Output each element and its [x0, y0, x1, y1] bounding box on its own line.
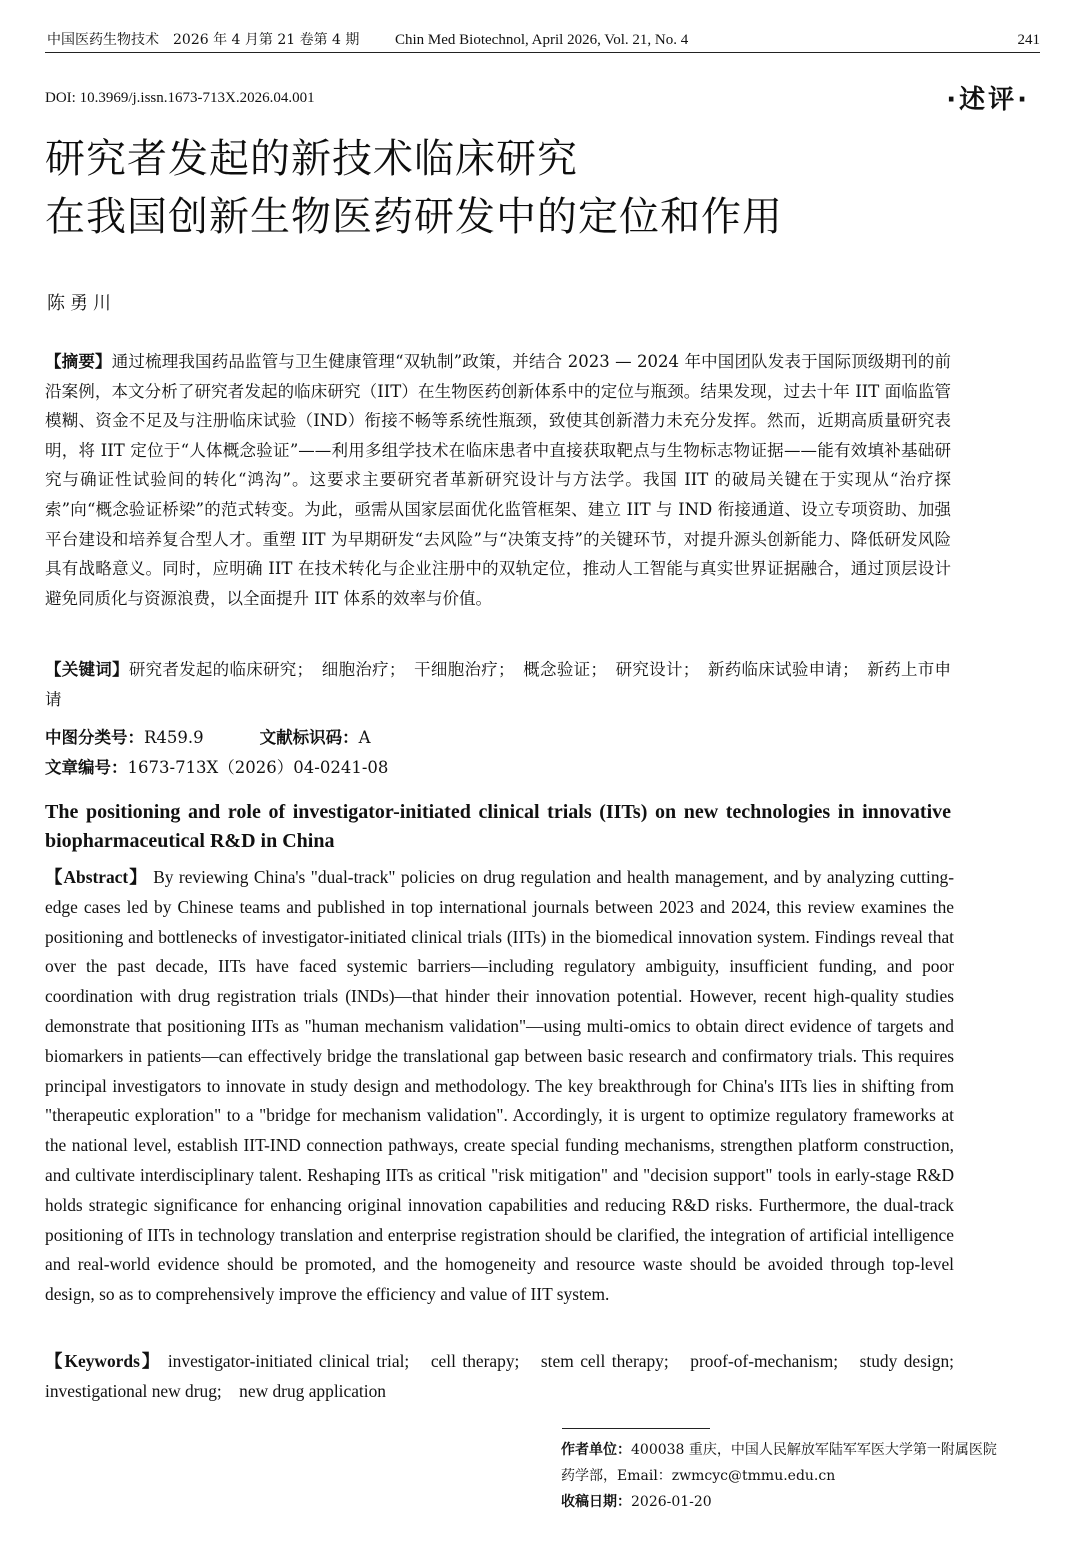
- author-name: 陈勇川: [47, 293, 116, 314]
- abstract-en-text: By reviewing China's "dual-track" policies on drug regulation and health management, and by analyzing cutting-edge cases led by Chinese teams and published in top international journals between 2023 and 2024, this review examines the positioning and bottlenecks of investigator-initiated clinical trials (IITs) in the biomedical innovation system. Findings reveal that over the past decade, IITs have faced systemic barriers—including regulatory ambiguity, insufficient funding, and poor coordination with drug registration trials (INDs)—that hinder their innovation potential. However, recent high-quality studies demonstrate that positioning IITs as "human mechanism validation"—using multi-omics to obtain direct evidence of targets and biomarkers in patients—can effectively bridge the translational gap between basic research and confirmatory trials. This requires principal investigators to innovate in study design and methodology. The key breakthrough for China's IITs lies in shifting from "therapeutic exploration" to a "bridge for mechanism validation". Accordingly, it is urgent to optimize regulatory frameworks at the national level, establish IIT-IND connection pathways, create special funding mechanisms, strengthen platform construction, and cultivate interdisciplinary talent. Reshaping IITs as critical "risk mitigation" and "decision support" tools in early-stage R&D holds strategic significance for enhancing original innovation capabilities and reducing R&D risks. Furthermore, the dual-track positioning of IITs in technology translation and enterprise registration should be clarified, the integration of artificial intelligence and real-world evidence should be promoted, and the homogeneity and resource waste should be avoided through top-level design, so as to comprehensively improve the efficiency and value of IIT system.: [45, 867, 954, 1305]
- affiliation-label: 作者单位：: [561, 1442, 631, 1458]
- header-rule: [45, 52, 1040, 53]
- footnote-rule: [562, 1428, 710, 1429]
- abstract-zh-text: 通过梳理我国药品监管与卫生健康管理“双轨制”政策，并结合 2023 — 2024 年中国团队发表于国际顶级期刊的前沿案例，本文分析了研究者发起的临床研究（IIT）在生物医药创新体系中的定位与瓶颈。结果发现，过去十年 IIT 面临监管模糊、资金不足及与注册临床试验（IND）衔接不畅等系统性瓶颈，致使其创新潜力未充分发挥。然而，近期高质量研究表明，将 IIT 定位于“人体概念验证”——利用多组学技术在临床患者中直接获取靶点与生物标志物证据——能有效填补基础研究与确证性试验间的转化“鸿沟”。这要求主要研究者革新研究设计与方法学。我国 IIT 的破局关键在于实现从“治疗探索”向“概念验证桥梁”的范式转变。为此，亟需从国家层面优化监管框架、建立 IIT 与 IND 衔接通道、设立专项资助、加强平台建设和培养复合型人才。重塑 IIT 为早期研发“去风险”与“决策支持”的关键环节，对提升源头创新能力、降低研发风险具有战略意义。同时，应明确 IIT 在技术转化与企业注册中的双轨定位，推动人工智能与真实世界证据融合，通过顶层设计避免同质化与资源浪费，以全面提升 IIT 体系的效率与价值。: [45, 352, 951, 608]
- article-number-row: [45, 753, 388, 783]
- title-line-1: 研究者发起的新技术临床研究: [45, 136, 578, 182]
- received-value: 2026-01-20: [631, 1494, 712, 1510]
- keywords-zh: [45, 655, 951, 714]
- doi: DOI: 10.3969/j.issn.1673-713X.2026.04.001: [45, 90, 315, 106]
- keywords-zh-label: 【关键词】: [45, 660, 129, 679]
- doc-code-value: A: [358, 728, 371, 747]
- column-tag: ·述评·: [946, 85, 1030, 115]
- abstract-zh: [45, 347, 951, 613]
- article-title-zh: [45, 130, 1005, 246]
- page-number: 241: [1017, 32, 1040, 48]
- title-line-2: 在我国创新生物医药研发中的定位和作用: [45, 194, 783, 240]
- affiliation-line-1: [561, 1437, 1046, 1463]
- keywords-en: [45, 1347, 972, 1407]
- received-label: 收稿日期：: [561, 1494, 631, 1510]
- running-header-journal-zh: 中国医药生物技术 2026 年 4 月第 21 卷第 4 期: [47, 32, 360, 48]
- affiliation-line-2: 药学部，Email：zwmcyc@tmmu.edu.cn: [561, 1468, 836, 1484]
- keywords-en-text: investigator-initiated clinical trial; cell therapy; stem cell therapy; proof-of-mechanism; study design; investigational new drug; new drug application: [45, 1351, 972, 1401]
- abstract-en: [45, 863, 954, 1310]
- clc-value: R459.9: [144, 728, 204, 747]
- keywords-en-label: 【Keywords】: [45, 1351, 162, 1371]
- affiliation-text: 400038 重庆，中国人民解放军陆军军医大学第一附属医院: [631, 1442, 997, 1458]
- abstract-zh-label: 【摘要】: [45, 352, 112, 371]
- article-title-en: The positioning and role of investigator-initiated clinical trials (IITs) on new technologies in innovative biopharmaceutical R&D in China: [45, 801, 951, 852]
- keywords-zh-text: 研究者发起的临床研究； 细胞治疗； 干细胞治疗； 概念验证； 研究设计； 新药临床试验申请； 新药上市申请: [45, 660, 952, 709]
- article-no-value: 1673-713X（2026）04-0241-08: [127, 758, 389, 777]
- received-date: [561, 1489, 1046, 1515]
- classification-row: [45, 723, 371, 753]
- article-no-label: 文章编号：: [45, 758, 128, 777]
- clc-label: 中图分类号：: [45, 728, 144, 747]
- abstract-en-label: 【Abstract】: [45, 867, 148, 887]
- doc-code-label: 文献标识码：: [259, 728, 359, 747]
- running-header-journal-en: Chin Med Biotechnol, April 2026, Vol. 21, No. 4: [395, 32, 689, 48]
